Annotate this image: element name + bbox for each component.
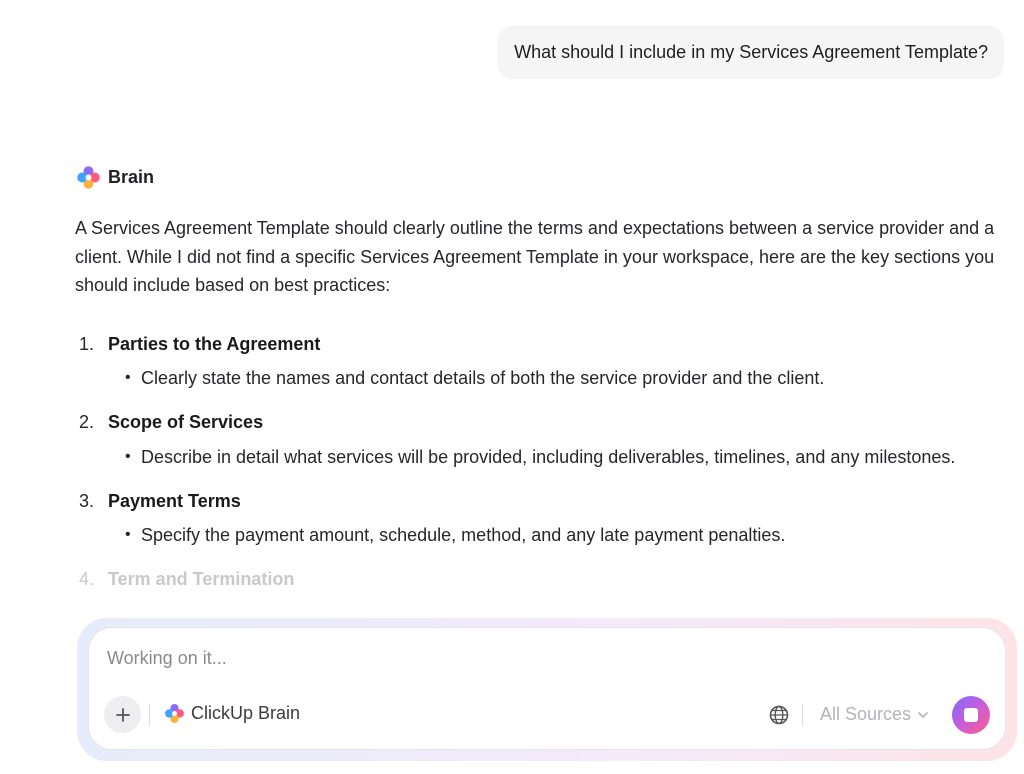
section-bullets — [108, 364, 1000, 392]
bullet-dot: • — [125, 526, 131, 543]
bullet-dot: • — [125, 369, 131, 386]
section-title: Payment Terms — [108, 490, 241, 511]
toolbar-divider — [149, 704, 150, 726]
user-message-bubble — [498, 26, 1004, 79]
prompt-input[interactable] — [107, 648, 967, 669]
plus-icon — [115, 707, 131, 723]
sources-dropdown[interactable] — [820, 704, 929, 725]
add-button[interactable] — [104, 696, 141, 733]
section-item — [75, 565, 1000, 594]
bullet-dot: • — [125, 447, 131, 465]
assistant-header — [76, 165, 154, 190]
section-item — [75, 408, 1000, 471]
section-title: Parties to the Agreement — [108, 333, 321, 354]
stop-icon — [964, 708, 978, 722]
section-number: 3. — [79, 490, 95, 511]
section-title: Scope of Services — [108, 412, 264, 432]
section-number: 1. — [79, 333, 95, 354]
bullet-item — [108, 443, 1000, 471]
section-item — [75, 487, 1000, 550]
bullet-text: Describe in detail what services will be provided, including deliverables, timelines, and any milestones. — [141, 446, 956, 467]
sections-list — [75, 330, 1000, 594]
clickup-brain-logo-icon — [164, 703, 185, 724]
section-item — [75, 330, 1000, 393]
section-bullets — [108, 443, 1000, 471]
assistant-response — [75, 214, 1000, 610]
composer — [88, 627, 1006, 750]
sources-label: All Sources — [820, 704, 912, 724]
bullet-item — [108, 364, 1000, 392]
stop-generating-button[interactable] — [952, 696, 990, 734]
assistant-name: Brain — [108, 167, 155, 187]
bullet-item — [108, 521, 1000, 549]
user-message-text: What should I include in my Services Agreement Template? — [514, 42, 988, 62]
globe-icon[interactable] — [768, 704, 790, 726]
bullet-text: Clearly state the names and contact details of both the service provider and the client. — [141, 368, 825, 388]
chevron-down-icon — [917, 709, 929, 721]
section-number: 4. — [79, 569, 95, 589]
model-selector[interactable] — [164, 703, 300, 724]
section-bullets — [108, 521, 1000, 549]
clickup-brain-logo-icon — [76, 165, 101, 190]
response-intro: A Services Agreement Template should clearly outline the terms and expectations between a service provider and a client. While I did not find a specific Services Agreement Template in your workspace, here are the key sections you should include based on best practices: — [75, 218, 995, 295]
section-number: 2. — [79, 412, 95, 432]
model-label: ClickUp Brain — [191, 703, 301, 723]
toolbar-divider — [802, 704, 803, 726]
bullet-text: Specify the payment amount, schedule, method, and any late payment penalties. — [141, 525, 786, 545]
section-title: Term and Termination — [108, 569, 295, 589]
